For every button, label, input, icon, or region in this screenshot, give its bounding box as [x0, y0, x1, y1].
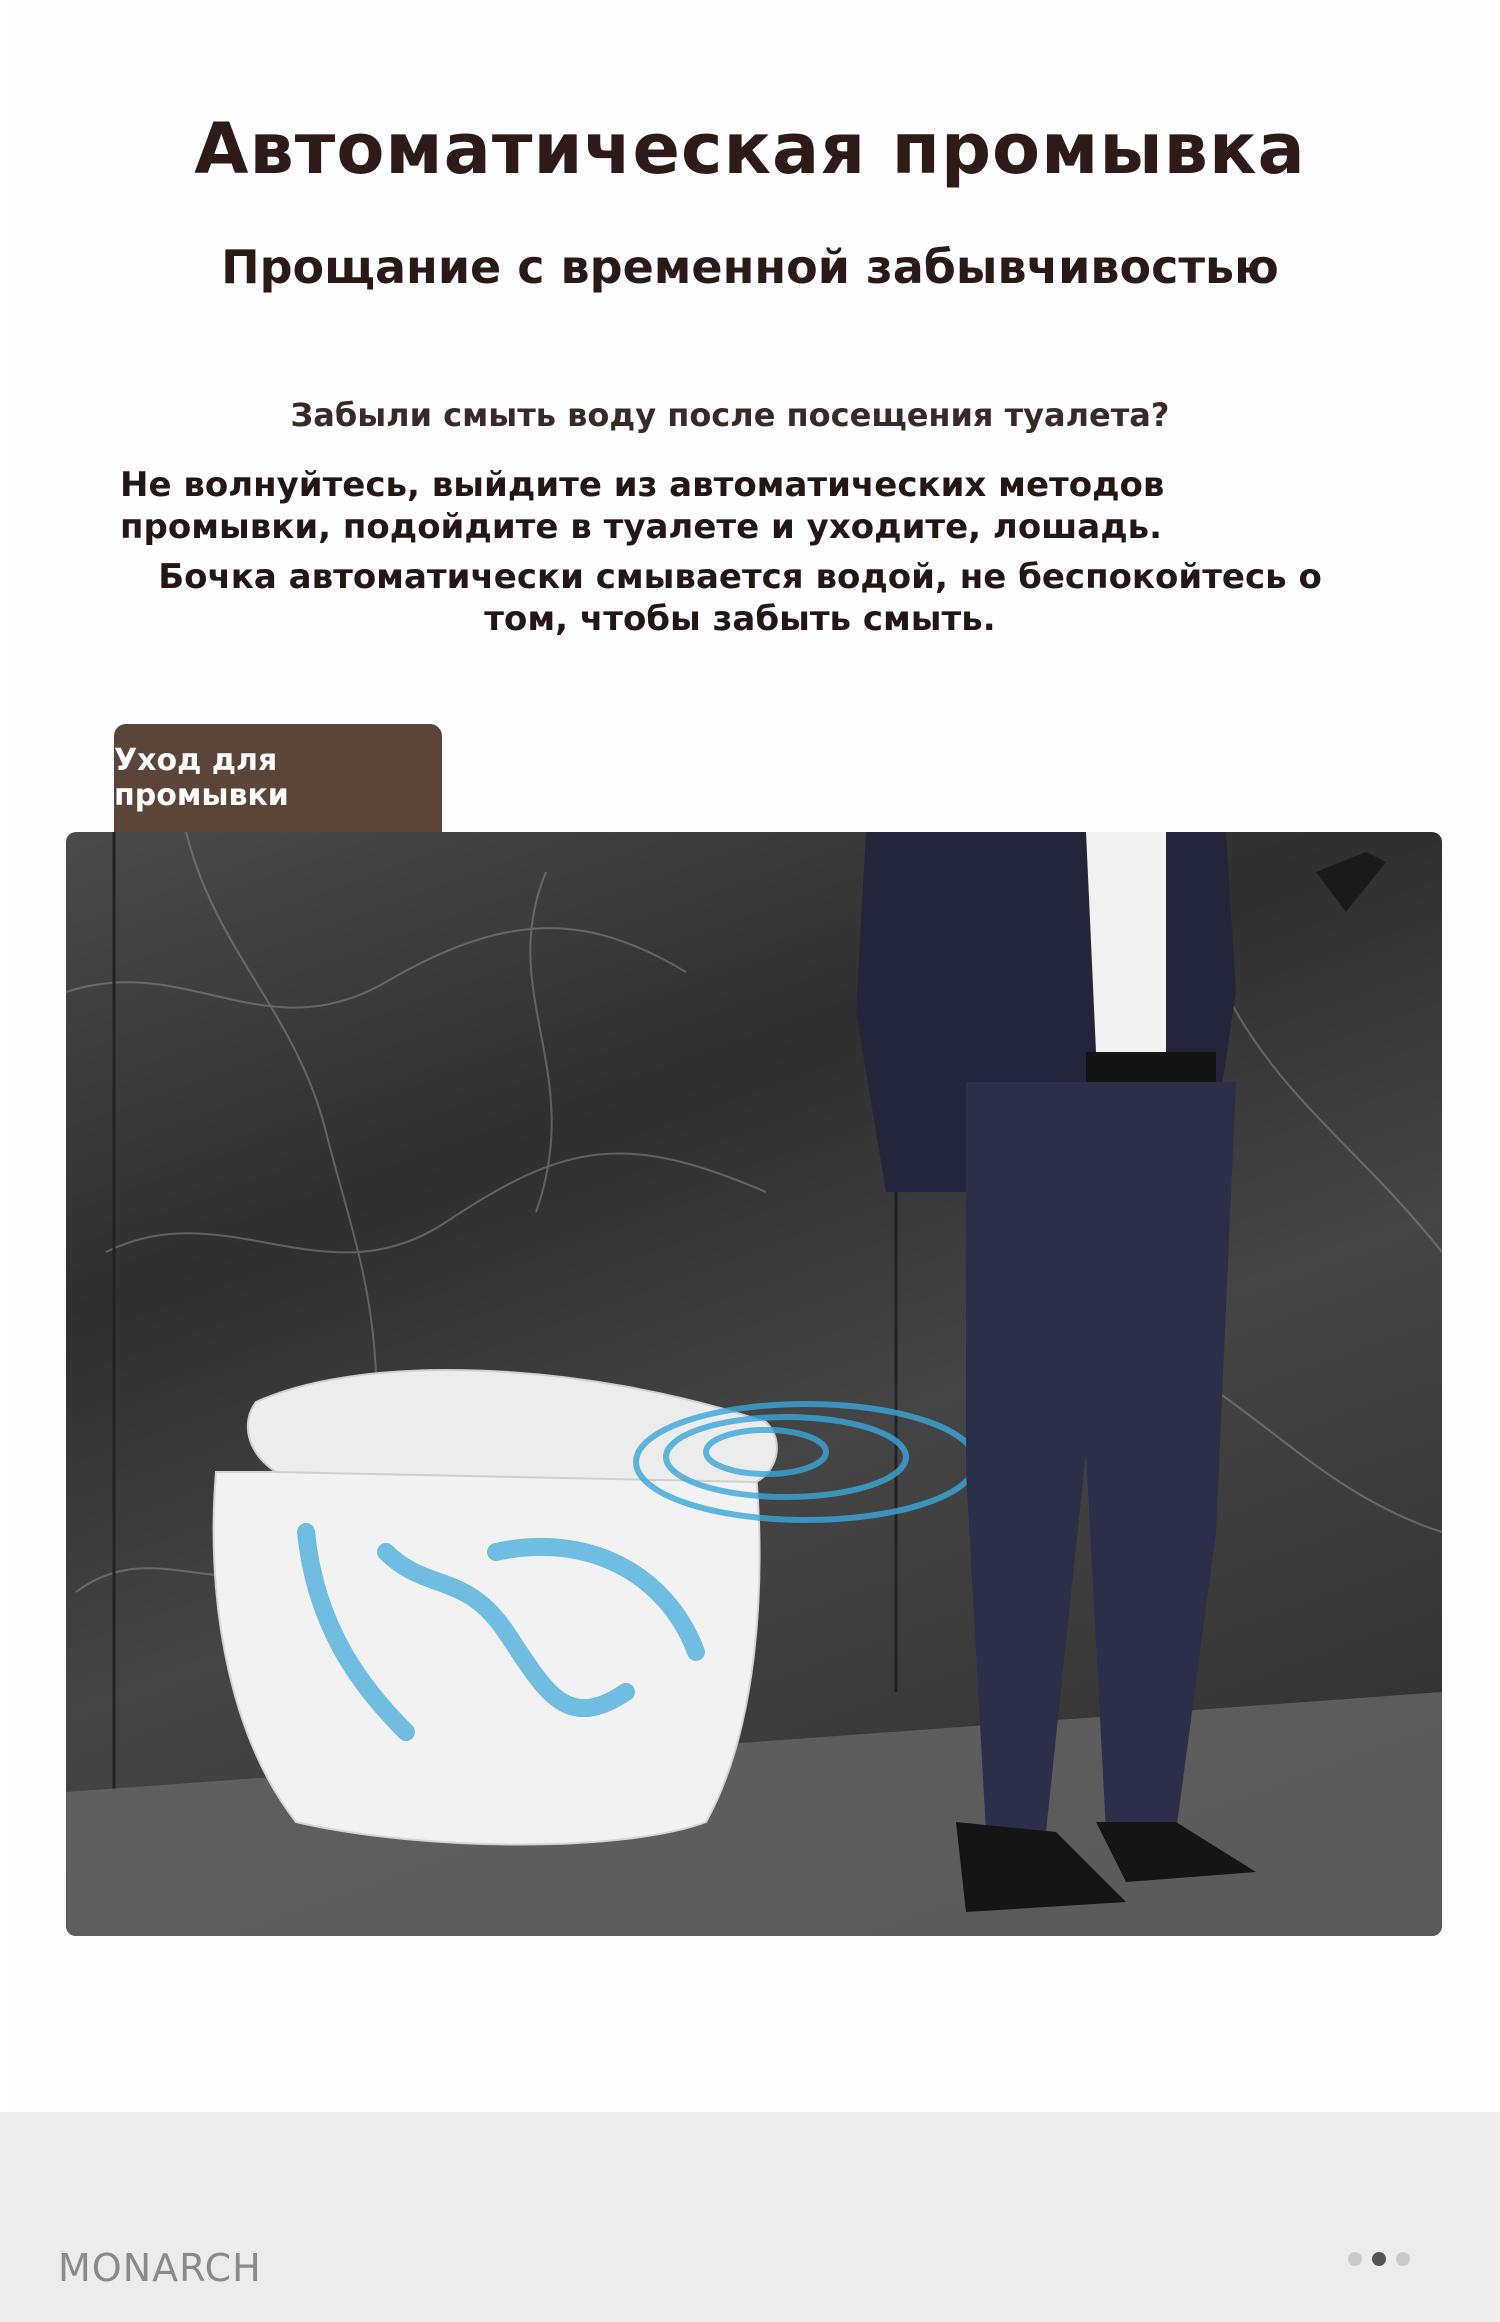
intro-paragraph-1: Не волнуйтесь, выйдите из автоматических методов промывки, подойдите в туалете и уходите, лошадь.: [120, 465, 1165, 547]
photo-illustration: [66, 832, 1442, 1936]
brand-logo: MONARCH: [58, 2246, 262, 2290]
pager-dot-1[interactable]: [1348, 2252, 1362, 2266]
feature-tab: [114, 724, 442, 832]
page-subtitle: Прощание с временной забывчивостью: [221, 240, 1279, 294]
footer: [0, 2112, 1500, 2322]
pager-dot-3[interactable]: [1396, 2252, 1410, 2266]
toilet-lid: [248, 1370, 777, 1482]
toilet-body: [214, 1472, 760, 1845]
product-photo: [66, 832, 1442, 1936]
page-title: Автоматическая промывка: [194, 108, 1306, 190]
feature-tab-label: Уход для промывки: [114, 743, 289, 813]
intro-paragraph-2: Бочка автоматически смывается водой, не беспокойтесь о том, чтобы забыть смыть.: [158, 557, 1322, 639]
pager-dot-2[interactable]: [1372, 2252, 1386, 2266]
intro-question: Забыли смыть воду после посещения туалета?: [290, 396, 1170, 434]
